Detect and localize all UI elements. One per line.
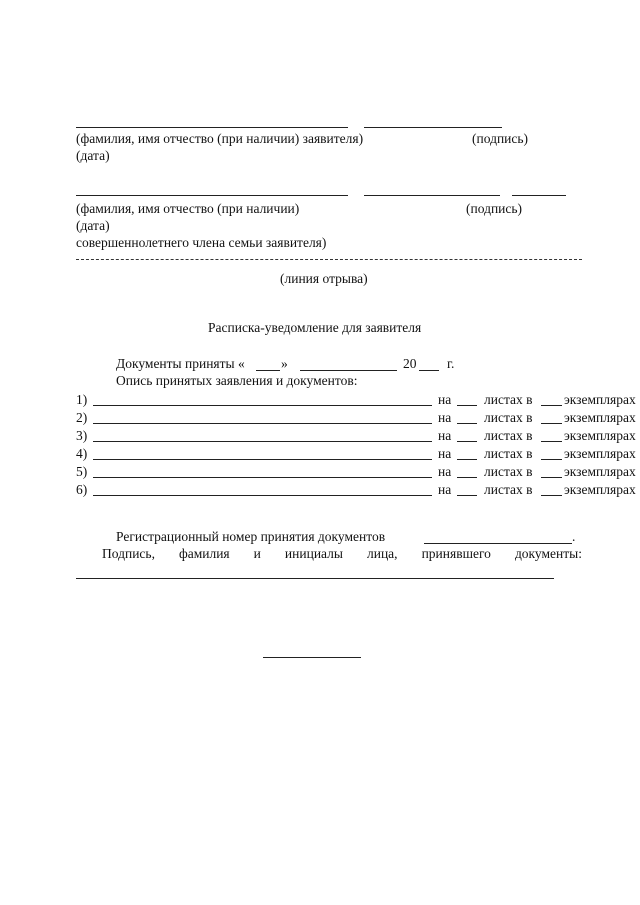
row-on-label: на — [438, 428, 452, 443]
sheets-count-line[interactable] — [457, 441, 477, 442]
row-number: 6) — [76, 482, 88, 497]
row-copies-label: экземплярах — [564, 428, 636, 443]
document-name-line[interactable] — [93, 495, 432, 496]
date-line-2[interactable] — [512, 195, 566, 196]
row-on-label: на — [438, 482, 452, 497]
document-name-line[interactable] — [93, 423, 432, 424]
row-on-label: на — [438, 464, 452, 479]
row-on-label: на — [438, 410, 452, 425]
row-number: 1) — [76, 392, 88, 407]
reg-number-line[interactable] — [424, 543, 572, 544]
row-number: 4) — [76, 446, 88, 461]
row-copies-label: экземплярах — [564, 410, 636, 425]
fio-line-1[interactable] — [76, 127, 348, 128]
day-line[interactable] — [256, 370, 280, 371]
copies-count-line[interactable] — [541, 495, 562, 496]
copies-count-line[interactable] — [541, 405, 562, 406]
date-label-2: (дата) — [76, 218, 110, 233]
signature-line-2[interactable] — [364, 195, 500, 196]
inventory-row — [76, 446, 636, 461]
accepted-by-line — [102, 547, 582, 561]
date-label-1: (дата) — [76, 148, 110, 163]
sig-word: инициалы — [284, 546, 343, 561]
member-label-2: совершеннолетнего члена семьи заявителя) — [76, 235, 327, 250]
sig-word: документы: — [514, 546, 582, 561]
reg-number-label: Регистрационный номер принятия документов — [116, 529, 386, 544]
inventory-row — [76, 464, 636, 479]
sig-word: принявшего — [421, 546, 491, 561]
sheets-count-line[interactable] — [457, 477, 477, 478]
row-copies-label: экземплярах — [564, 482, 636, 497]
fio-line-2[interactable] — [76, 195, 348, 196]
row-copies-label: экземплярах — [564, 464, 636, 479]
sheets-count-line[interactable] — [457, 405, 477, 406]
sheets-count-line[interactable] — [457, 459, 477, 460]
inventory-row — [76, 482, 636, 497]
row-sheets-label: листах в — [484, 482, 533, 497]
docs-accepted-prefix: Документы приняты « — [116, 356, 245, 371]
row-number: 5) — [76, 464, 88, 479]
inventory-row — [76, 410, 636, 425]
docs-accepted-quote: » — [281, 356, 288, 371]
copies-count-line[interactable] — [541, 477, 562, 478]
row-sheets-label: листах в — [484, 392, 533, 407]
sig-word: Подпись, — [102, 546, 155, 561]
docs-accepted-year: 20 — [403, 356, 417, 371]
inventory-row — [76, 428, 636, 443]
fio-label-2: (фамилия, имя отчество (при наличии) — [76, 201, 300, 216]
closing-separator — [263, 657, 361, 658]
tear-line — [76, 259, 582, 260]
row-sheets-label: листах в — [484, 446, 533, 461]
receipt-title: Расписка-уведомление для заявителя — [208, 320, 422, 335]
row-on-label: на — [438, 446, 452, 461]
fio-label-1: (фамилия, имя отчество (при наличии) заявителя) — [76, 131, 364, 146]
document-name-line[interactable] — [93, 459, 432, 460]
document-name-line[interactable] — [93, 441, 432, 442]
row-sheets-label: листах в — [484, 428, 533, 443]
inventory-label: Опись принятых заявления и документов: — [116, 373, 358, 388]
sig-word: и — [253, 546, 261, 561]
docs-accepted-suffix: г. — [447, 356, 455, 371]
sig-word: лица, — [366, 546, 398, 561]
inventory-row — [76, 392, 636, 407]
year-line[interactable] — [419, 370, 439, 371]
sheets-count-line[interactable] — [457, 495, 477, 496]
row-copies-label: экземплярах — [564, 446, 636, 461]
row-sheets-label: листах в — [484, 464, 533, 479]
month-line[interactable] — [300, 370, 397, 371]
tear-line-label: (линия отрыва) — [280, 271, 368, 286]
sig-word: фамилия — [178, 546, 230, 561]
copies-count-line[interactable] — [541, 459, 562, 460]
row-number: 3) — [76, 428, 88, 443]
row-number: 2) — [76, 410, 88, 425]
document-name-line[interactable] — [93, 477, 432, 478]
document-name-line[interactable] — [93, 405, 432, 406]
row-sheets-label: листах в — [484, 410, 533, 425]
reg-number-end: . — [572, 529, 576, 544]
signature-label-1: (подпись) — [472, 131, 529, 146]
copies-count-line[interactable] — [541, 441, 562, 442]
signature-line-1[interactable] — [364, 127, 502, 128]
accepted-by-signature-line[interactable] — [76, 578, 554, 579]
row-copies-label: экземплярах — [564, 392, 636, 407]
row-on-label: на — [438, 392, 452, 407]
signature-label-2: (подпись) — [466, 201, 523, 216]
copies-count-line[interactable] — [541, 423, 562, 424]
sheets-count-line[interactable] — [457, 423, 477, 424]
